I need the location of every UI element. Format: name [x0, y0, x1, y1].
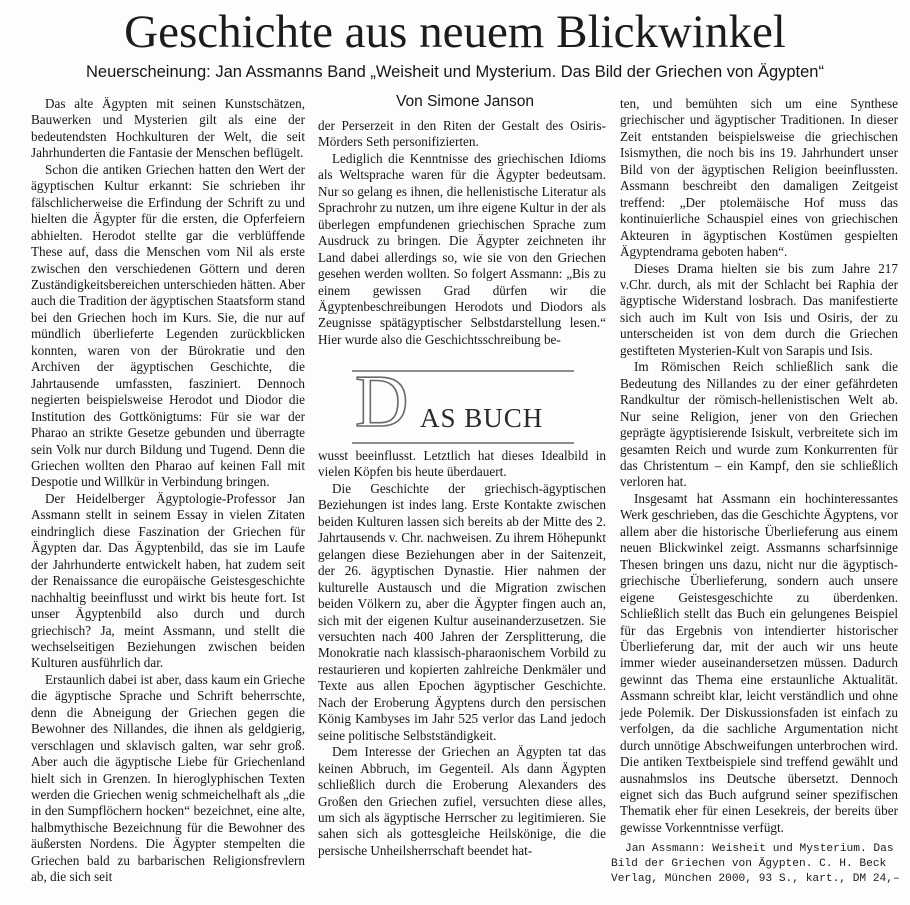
column-2-top [318, 118, 606, 348]
paragraph: ten, und bemühten sich um eine Synthese griechischer und ägyptischer Traditionen. In dieser Zeit entstanden beispielsweise die griechischen Isismythen, die noch bis ins 19. Jahrhundert unser Bild von der ägyptischen Religion beeinflussten. Assmann beschreibt den damaligen Zeitgeist treffend: „Der ptolemäische Hof muss das kontinuierliche Schauspiel eines von griechischen Akteuren in ägyptischen Kostümen gespielten Ägyptendrama geboten haben“. [620, 96, 898, 260]
paragraph: Im Römischen Reich schließlich sank die Bedeutung des Nillandes zu der einer gefährdeten Randkultur der römisch-hellenistischen Welt ab. Nur seine Religion, jener von den Griechen geprägte ägyptisierende Isiskult, verbreitete sich im gesamten Reich und wurde zum Konkurrenten für das Christentum – ein Kampf, den sie schließlich verloren hat. [620, 359, 898, 490]
column-3 [620, 96, 898, 836]
column-1 [31, 96, 305, 886]
paragraph: Insgesamt hat Assmann ein hochinteressantes Werk geschrieben, das die Geschichte Ägyptens, vor allem aber die historische Überlieferung aus einem neuen Blickwinkel zeigt. Assmanns scharfsinnige Thesen bringen uns dazu, nicht nur die ägyptisch-griechische Überlieferung, sondern auch unsere eigene Geistesgeschichte zu überdenken. Schließlich stellt das Buch ein gelungenes Beispiel für das Ergebnis von intendierter historischer Überlieferung dar, mit der auch wir uns heute immer wieder auseinandersetzen müssen. Dadurch gewinnt das Thema eine erstaunliche Aktualität. Assmann schreibt klar, leicht verständlich und ohne jede Polemik. Der Diskussionsfaden ist einfach zu verfolgen, da die sachliche Argumentation nicht durch unnötige Abschweifungen unterbrochen wird. Die antiken Textbeispiele sind treffend gewählt und ausnahmslos ins Deutsche übersetzt. Dennoch eignet sich das Buch aufgrund seiner spezifischen Thematik eher für einen Lesekreis, der bereits über gewisse Vorkenntnisse verfügt. [620, 490, 898, 835]
paragraph: Erstaunlich dabei ist aber, dass kaum ein Grieche die ägyptische Sprache und Schrift beherrschte, denn die Abneigung der Griechen gegen die Bewohner des Nillandes, die ihnen als geldgierig, verschlagen und sklavisch galten, war sehr groß. Aber auch die ägyptische Liebe für Griechenland hielt sich in Grenzen. In hieroglyphischen Texten werden die Griechen wenig schmeichelhaft als „die in den Sumpflöchern hocken“ bezeichnet, eine alte, halbmythische Bezeichnung für die Bewohner des äußersten Nordens. Die Ägypter stempelten die Griechen bald zu barbarischen Religionsfrevlern ab, die sich seit [31, 671, 305, 885]
paragraph: Die Geschichte der griechisch-ägyptischen Beziehungen ist indes lang. Erste Kontakte zwischen beiden Kulturen lassen sich bereits ab der Mitte des 2. Jahrtausends v. Chr. nachweisen. Zu ihrem Höhepunkt gelangen diese Beziehungen aber in der Saitenzeit, der 26. ägyptischen Dynastie. Hier nahmen der kulturelle Austausch und die Migration zwischen beiden Völkern zu, aber die Ägypter fingen auch an, sich mit der eigenen Kultur auseinanderzusetzen. Sie versuchten nach 400 Jahren der Zersplitterung, die Monokratie nach klassisch-pharaonischem Vorbild zu restaurieren und kopierten zahlreiche Denkmäler und Texte aus allen Epochen ägyptischer Geschichte. Nach der Eroberung Ägyptens durch den persischen König Kambyses im Jahr 525 verlor das Land jedoch seine politische Selbstständigkeit. [318, 480, 606, 743]
paragraph: Dieses Drama hielten sie bis zum Jahre 217 v.Chr. durch, als mit der Schlacht bei Raphia der ägyptische Widerstand losbrach. Das manifestierte sich auch im Kult von Isis und Osiris, der zu unterscheiden ist von dem durch die Griechen gestifteten Mysterien-Kult von Sarapis und Isis. [620, 260, 898, 358]
paragraph: Lediglich die Kenntnisse des griechischen Idioms als Weltsprache waren für die Ägypter bedeutsam. Nur so gelang es ihnen, die hellenistische Literatur als Sprachrohr zu nutzen, um ihre eigene Kultur in der als überlegen empfundenen griechischen Sprache zum Ausdruck zu bringen. Die Ägypter zeichneten ihr Land dabei allerdings so, wie sie von den Griechen gesehen werden wollten. So folgert Assmann: „Bis zu einem gewissen Grad dürfen wir die Ägyptenbeschreibungen Herodots und Diodors als Zeugnisse spätägyptischer Selbstdarstellung lesen.“ Hier wurde also die Geschichtsschreibung be- [318, 150, 606, 347]
paragraph: Der Heidelberger Ägyptologie-Professor Jan Assmann stellt in seinem Essay in vielen Zitaten eindringlich diese Faszination der Griechen für Ägypten dar. Das Ägyptenbild, das sie im Laufe der Jahrhunderte entwickelt haben, hat zudem seit der Renaissance die europäische Geistesgeschichte nachhaltig beeinflusst und wirkt bis heute fort. Ist unser Ägyptenbild also durch und durch griechisch? Ja, meint Assmann, und stellt die wechselseitigen Beziehungen zwischen beiden Kulturen ausführlich dar. [31, 490, 305, 671]
paragraph: der Perserzeit in den Riten der Gestalt des Osiris-Mörders Seth personifizierten. [318, 118, 606, 150]
article-byline: Von Simone Janson [396, 93, 534, 110]
paragraph: wusst beeinflusst. Letztlich hat dieses Idealbild in vielen Köpfen bis heute überdauert. [318, 448, 606, 480]
book-section-heading: AS BUCH [420, 403, 544, 433]
book-section-initial: D [355, 361, 409, 443]
paragraph: Das alte Ägypten mit seinen Kunstschätzen, Bauwerken und Mysterien gilt als eine der bedeutendsten Hochkulturen der Welt, die seit Jahrhunderten die Fantasie der Menschen beflügelt. [31, 96, 305, 161]
paragraph: Dem Interesse der Griechen an Ägypten tat das keinen Abbruch, im Gegenteil. Als dann Ägypten schließlich durch die Eroberung Alexanders des Großen den Griechen zufiel, versuchten diese alles, um sich als ägyptische Herrscher zu legitimieren. Sie sahen sich als gottesgleiche Heilskönige, die die persische Unheilsherrschaft beendet hat- [318, 744, 606, 858]
book-credit [611, 842, 903, 887]
book-credit-text: Jan Assmann: Weisheit und Mysterium. Das Bild der Griechen von Ägypten. C. H. Beck Verlag, München 2000, 93 S., kart., DM 24,– [611, 843, 900, 885]
column-2-bottom [318, 448, 606, 859]
article-title: Geschichte aus neuem Blickwinkel [124, 6, 786, 58]
article-subtitle: Neuerscheinung: Jan Assmanns Band „Weisheit und Mysterium. Das Bild der Griechen von Ägypten“ [86, 63, 824, 81]
paragraph: Schon die antiken Griechen hatten den Wert der ägyptischen Kultur erkannt: Sie schrieben ihr fälschlicherweise die Erfindung der Schrift zu und hielten die Ägypter für die ersten, die Opferfeiern abhielten. Herodot stellte gar die verblüffende These auf, dass die Menschen vom Nil als erste zwischen den verschiedenen Göttern und deren Zuständigkeitsbereichen unterschieden hätten. Aber auch die Tradition der ägyptischen Staatsform stand bei den Griechen hoch im Kurs. Sie, die nur auf mündlich überlieferte Legenden zurückblicken konnten, waren von der Bürokratie und den Archiven der ägyptischen Geschichte, die Jahrtausende umfassten, fasziniert. Dennoch negierten beispielsweise Herodot und Diodor die Institution des Gottkönigtums: Für sie war der Pharao an strikte Gesetze gebunden und überragte sein Volk nur durch Bildung und Tugend. Denn die Griechen wollten den Pharao auf keinen Fall mit Despotie und Willkür in Verbindung bringen. [31, 161, 305, 490]
